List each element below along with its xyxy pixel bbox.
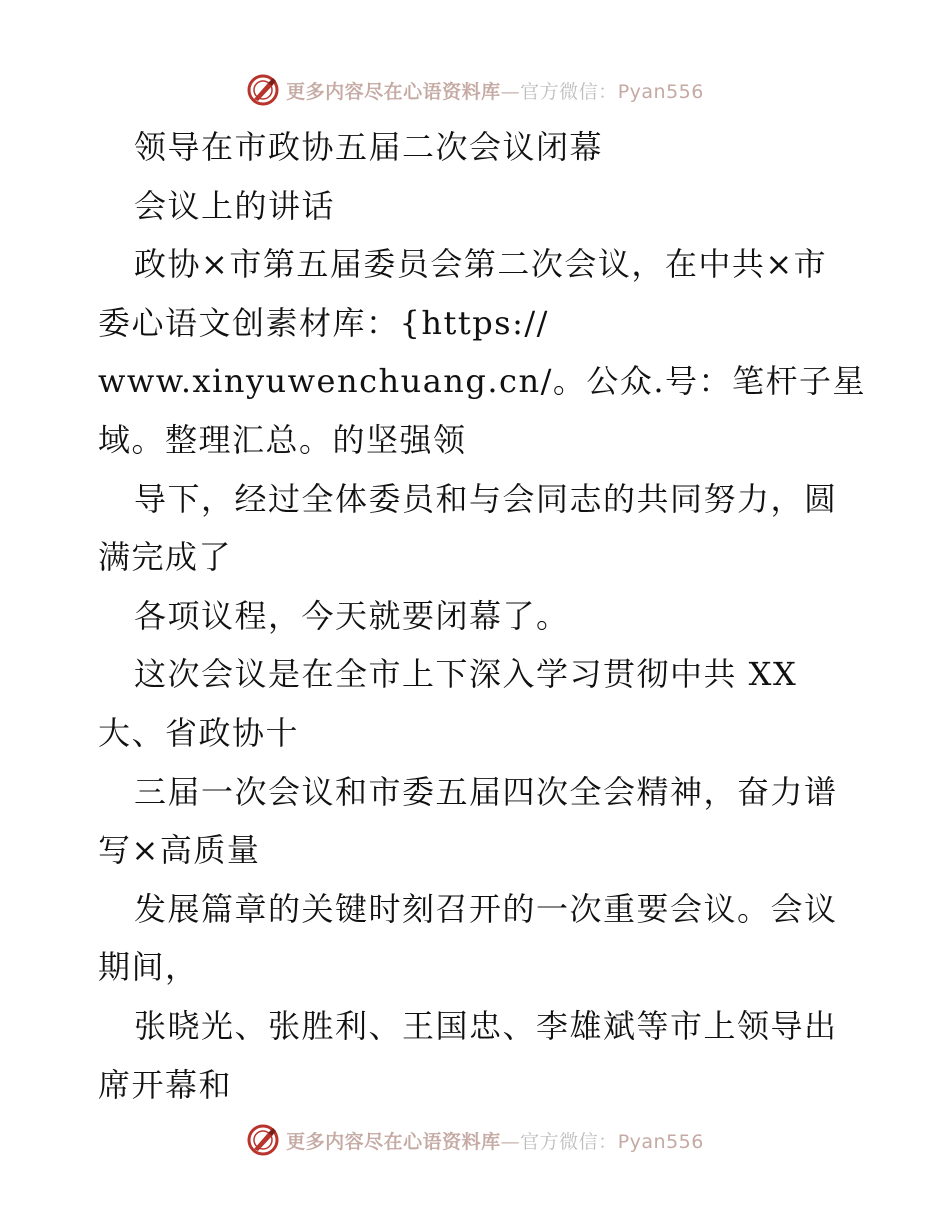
document-line: 会议上的讲话: [134, 186, 336, 225]
document-line: 这次会议是在全市上下深入学习贯彻中共 XX: [134, 655, 798, 694]
document-line: 张晓光、张胜利、王国忠、李雄斌等市上领导出: [134, 1006, 838, 1045]
document-line: 期间，: [98, 948, 199, 987]
document-line: www.xinyuwenchuang.cn/。公众.号：笔杆子星: [98, 362, 867, 401]
document-line: 导下，经过全体委员和与会同志的共同努力，圆: [134, 479, 838, 518]
document-line: 满完成了: [98, 538, 233, 577]
document-line: 三届一次会议和市委五届四次全会精神，奋力谱: [134, 772, 838, 811]
document-line: 各项议程，今天就要闭幕了。: [134, 596, 570, 635]
pen-logo-icon: [246, 1123, 280, 1157]
footer-banner-main: 更多内容尽在心语资料库: [286, 1130, 501, 1153]
document-line: 域。整理汇总。的坚强领: [98, 420, 467, 459]
document-body: [98, 118, 867, 1114]
pen-logo-icon: [246, 73, 280, 107]
header-banner-wechat-id: Pyan556: [617, 80, 704, 103]
footer-banner: [0, 1120, 950, 1160]
footer-banner-dash: —: [500, 1130, 521, 1153]
document-line: 大、省政协十: [98, 713, 300, 752]
header-banner-wechat-label: 官方微信：: [520, 80, 618, 103]
document-line: 政协×市第五届委员会第二次会议，在中共×市: [134, 245, 828, 284]
header-banner-dash: —: [500, 80, 521, 103]
document-line: 委心语文创素材库：{https://: [98, 303, 549, 342]
header-banner-main: 更多内容尽在心语资料库: [286, 80, 501, 103]
document-line: 写×高质量: [98, 831, 261, 870]
footer-banner-text: [286, 1127, 704, 1154]
footer-banner-wechat-label: 官方微信：: [520, 1130, 618, 1153]
document-line: 领导在市政协五届二次会议闭幕: [134, 128, 604, 166]
footer-banner-wechat-id: Pyan556: [617, 1130, 704, 1153]
header-banner-text: [286, 77, 704, 104]
header-banner: [0, 70, 950, 110]
document-line: 发展篇章的关键时刻召开的一次重要会议。会议: [134, 889, 838, 928]
document-line: 席开幕和: [98, 1065, 233, 1104]
